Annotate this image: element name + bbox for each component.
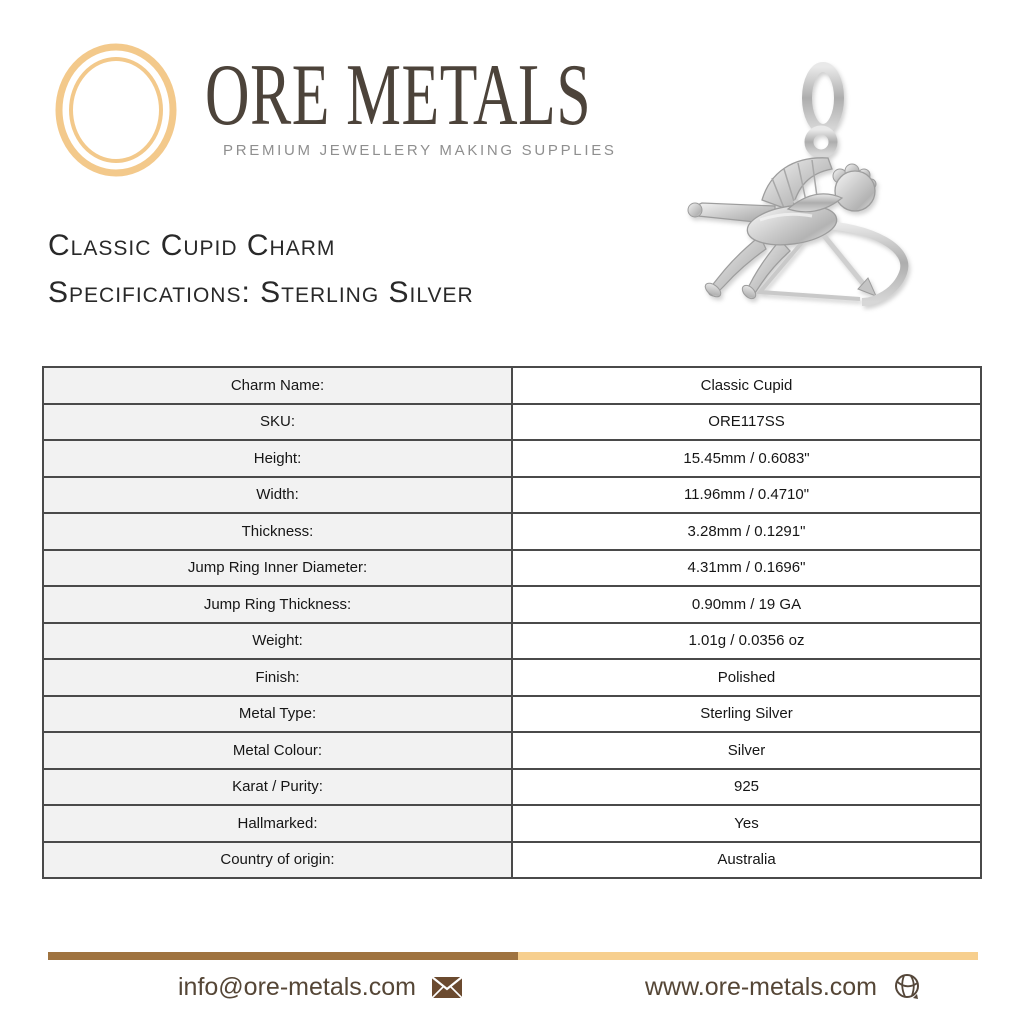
spec-value: 0.90mm / 19 GA	[512, 586, 981, 623]
spec-value: Polished	[512, 659, 981, 696]
brand-name: ORE METALS	[205, 47, 592, 144]
table-row	[43, 696, 981, 733]
globe-icon	[892, 972, 922, 1002]
cupid-charm-photo	[660, 28, 970, 333]
table-row	[43, 659, 981, 696]
table-row	[43, 513, 981, 550]
table-row	[43, 842, 981, 879]
spec-value: 11.96mm / 0.4710"	[512, 477, 981, 514]
spec-label: Karat / Purity:	[43, 769, 512, 806]
footer-email-group	[178, 968, 463, 1006]
table-row	[43, 440, 981, 477]
envelope-icon	[431, 976, 463, 999]
spec-label: Metal Colour:	[43, 732, 512, 769]
spec-value: 1.01g / 0.0356 oz	[512, 623, 981, 660]
spec-value: Silver	[512, 732, 981, 769]
footer-divider	[48, 952, 978, 960]
spec-label: Hallmarked:	[43, 805, 512, 842]
spec-value: Sterling Silver	[512, 696, 981, 733]
table-row	[43, 477, 981, 514]
brand-tagline: PREMIUM JEWELLERY MAKING SUPPLIES	[223, 142, 617, 159]
spec-value: ORE117SS	[512, 404, 981, 441]
spec-label: Width:	[43, 477, 512, 514]
double-ring-icon	[52, 42, 180, 178]
spec-label: SKU:	[43, 404, 512, 441]
spec-table	[42, 366, 982, 879]
spec-label: Jump Ring Thickness:	[43, 586, 512, 623]
spec-label: Metal Type:	[43, 696, 512, 733]
spec-label: Thickness:	[43, 513, 512, 550]
spec-value: Classic Cupid	[512, 367, 981, 404]
spec-value: 15.45mm / 0.6083"	[512, 440, 981, 477]
table-row	[43, 732, 981, 769]
table-row	[43, 805, 981, 842]
product-subtitle: Specifications: Sterling Silver	[48, 276, 474, 309]
contact-website[interactable]: www.ore-metals.com	[645, 972, 877, 1001]
spec-label: Jump Ring Inner Diameter:	[43, 550, 512, 587]
spec-label: Country of origin:	[43, 842, 512, 879]
divider-segment-brown	[48, 952, 518, 960]
table-row	[43, 623, 981, 660]
spec-value: Australia	[512, 842, 981, 879]
table-row	[43, 367, 981, 404]
spec-label: Weight:	[43, 623, 512, 660]
footer-website-group	[645, 968, 922, 1006]
table-row	[43, 769, 981, 806]
spec-value: 4.31mm / 0.1696"	[512, 550, 981, 587]
product-title: Classic Cupid Charm	[48, 229, 336, 262]
contact-email[interactable]: info@ore-metals.com	[178, 972, 416, 1001]
table-row	[43, 586, 981, 623]
spec-label: Charm Name:	[43, 367, 512, 404]
spec-label: Finish:	[43, 659, 512, 696]
table-row	[43, 550, 981, 587]
spec-value: 925	[512, 769, 981, 806]
divider-segment-tan	[518, 952, 978, 960]
spec-label: Height:	[43, 440, 512, 477]
page-title	[48, 222, 474, 316]
spec-value: Yes	[512, 805, 981, 842]
spec-value: 3.28mm / 0.1291"	[512, 513, 981, 550]
table-row	[43, 404, 981, 441]
